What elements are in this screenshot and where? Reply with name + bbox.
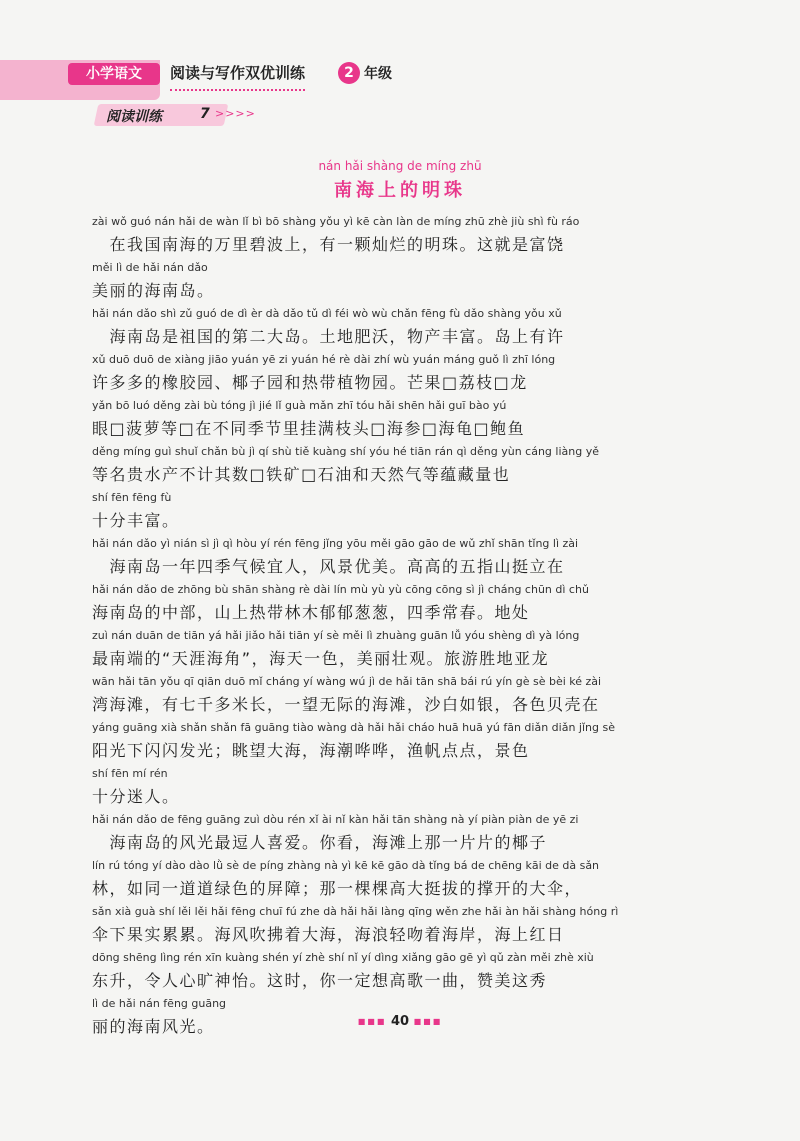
- hanzi-line: 十分丰富。: [92, 511, 180, 530]
- text-line: [92, 396, 712, 442]
- section-arrows-icon: >>>>: [215, 107, 256, 120]
- pinyin-line: měi lì de hǎi nán dǎo: [92, 261, 208, 274]
- hanzi-line: 湾海滩，有七千多米长，一望无际的海滩，沙白如银，各色贝壳在: [92, 695, 600, 714]
- book-title: 阅读与写作双优训练: [170, 62, 305, 91]
- subject-badge: 小学语文: [68, 63, 160, 85]
- text-line: [92, 626, 712, 672]
- article-title: 南海上的明珠: [334, 180, 466, 201]
- hanzi-line: 海南岛的中部，山上热带林木郁郁葱葱，四季常春。地处: [92, 603, 530, 622]
- hanzi-line: 眼□菠萝等□在不同季节里挂满枝头□海参□海龟□鲍鱼: [92, 419, 526, 438]
- pinyin-line: hǎi nán dǎo yì nián sì jì qì hòu yí rén fēng jǐng yōu měi gāo gāo de wǔ zhǐ shān tǐng lì zài: [92, 537, 579, 550]
- hanzi-line: 许多多的橡胶园、椰子园和热带植物园。芒果□荔枝□龙: [92, 373, 528, 392]
- hanzi-line: 海南岛的风光最逗人喜爱。你看，海滩上那一片片的椰子: [92, 833, 548, 852]
- hanzi-line: 等名贵水产不计其数□铁矿□石油和天然气等蕴藏量也: [92, 465, 511, 484]
- text-line: [92, 534, 712, 580]
- text-line: [92, 304, 712, 350]
- article-title-pinyin: nán hǎi shàng de míng zhū: [318, 159, 482, 173]
- footer-dots-left-icon: ■■■: [357, 1017, 387, 1026]
- hanzi-line: 海南岛一年四季气候宜人，风景优美。高高的五指山挺立在: [92, 557, 565, 576]
- text-line: [92, 948, 712, 994]
- text-line: [92, 488, 712, 534]
- pinyin-line: xǔ duō duō de xiàng jiāo yuán yē zi yuán hé rè dài zhí wù yuán máng guǒ lì zhī lóng: [92, 353, 556, 366]
- pinyin-line: yáng guāng xià shǎn shǎn fā guāng tiào wàng dà hǎi hǎi cháo huā huā yú fān diǎn diǎn jǐng sè: [92, 721, 615, 734]
- hanzi-line: 阳光下闪闪发光；眺望大海，海潮哗哗，渔帆点点，景色: [92, 741, 530, 760]
- text-line: [92, 672, 712, 718]
- text-line: [92, 718, 712, 764]
- grade-label: 年级: [364, 66, 392, 82]
- article-body: [92, 212, 712, 1040]
- pinyin-line: zài wǒ guó nán hǎi de wàn lǐ bì bō shàng yǒu yì kē càn làn de míng zhū zhè jiù shì fù ráo: [92, 215, 580, 228]
- section-label: 阅读训练: [106, 109, 162, 125]
- text-line: [92, 350, 712, 396]
- pinyin-line: yǎn bō luó děng zài bù tóng jì jié lǐ guà mǎn zhī tóu hǎi shēn hǎi guī bào yú: [92, 399, 507, 412]
- hanzi-line: 丽的海南风光。: [92, 1017, 215, 1036]
- text-line: [92, 856, 712, 902]
- page-number: 40: [390, 1014, 410, 1029]
- pinyin-line: wān hǎi tān yǒu qī qiān duō mǐ cháng yí wàng wú jì de hǎi tān shā bái rú yín gè sè bèi ké zài: [92, 675, 602, 688]
- text-line: [92, 810, 712, 856]
- pinyin-line: lì de hǎi nán fēng guāng: [92, 997, 227, 1010]
- pinyin-line: zuì nán duān de tiān yá hǎi jiǎo hǎi tiān yí sè měi lì zhuàng guān lǚ yóu shèng dì yà lóng: [92, 629, 580, 642]
- pinyin-line: hǎi nán dǎo de zhōng bù shān shàng rè dài lín mù yù yù cōng cōng sì jì cháng chūn dì chǔ: [92, 583, 589, 596]
- pinyin-line: lín rú tóng yí dào dào lǜ sè de píng zhàng nà yì kē kē gāo dà tǐng bá de chēng kāi de dà sǎn: [92, 859, 600, 872]
- pinyin-line: shí fēn fēng fù: [92, 491, 172, 504]
- pinyin-line: shí fēn mí rén: [92, 767, 168, 780]
- pinyin-line: děng míng guì shuǐ chǎn bù jì qí shù tiě kuàng shí yóu hé tiān rán qì děng yùn cáng liàng yě: [92, 445, 599, 458]
- text-line: [92, 764, 712, 810]
- text-line: [92, 258, 712, 304]
- pinyin-line: hǎi nán dǎo de fēng guāng zuì dòu rén xǐ ài nǐ kàn hǎi tān shàng nà yí piàn piàn de yē zi: [92, 813, 579, 826]
- text-line: [92, 580, 712, 626]
- pinyin-line: sǎn xià guà shí lěi lěi hǎi fēng chuī fú zhe dà hǎi hǎi làng qīng wěn zhe hǎi àn hǎi shàng hóng rì: [92, 905, 619, 918]
- page-footer: [0, 1014, 800, 1029]
- hanzi-line: 林，如同一道道绿色的屏障；那一棵棵高大挺拔的撑开的大伞，: [92, 879, 583, 898]
- text-line: [92, 212, 712, 258]
- hanzi-line: 海南岛是祖国的第二大岛。土地肥沃，物产丰富。岛上有许: [92, 327, 565, 346]
- text-line: [92, 902, 712, 948]
- hanzi-line: 最南端的“天涯海角”，海天一色，美丽壮观。旅游胜地亚龙: [92, 649, 550, 668]
- pinyin-line: dōng shēng lìng rén xīn kuàng shén yí zhè shí nǐ yí dìng xiǎng gāo gē yì qǔ zàn měi zhè xiù: [92, 951, 594, 964]
- hanzi-line: 伞下果实累累。海风吹拂着大海，海浪轻吻着海岸，海上红日: [92, 925, 565, 944]
- hanzi-line: 在我国南海的万里碧波上，有一颗灿烂的明珠。这就是富饶: [92, 235, 565, 254]
- grade-number-circle: 2: [338, 62, 360, 84]
- section-number: 7: [200, 106, 210, 122]
- text-line: [92, 442, 712, 488]
- hanzi-line: 东升，令人心旷神怡。这时，你一定想高歌一曲，赞美这秀: [92, 971, 548, 990]
- hanzi-line: 十分迷人。: [92, 787, 180, 806]
- footer-dots-right-icon: ■■■: [413, 1017, 443, 1026]
- pinyin-line: hǎi nán dǎo shì zǔ guó de dì èr dà dǎo tǔ dì féi wò wù chǎn fēng fù dǎo shàng yǒu xǔ: [92, 307, 562, 320]
- hanzi-line: 美丽的海南岛。: [92, 281, 215, 300]
